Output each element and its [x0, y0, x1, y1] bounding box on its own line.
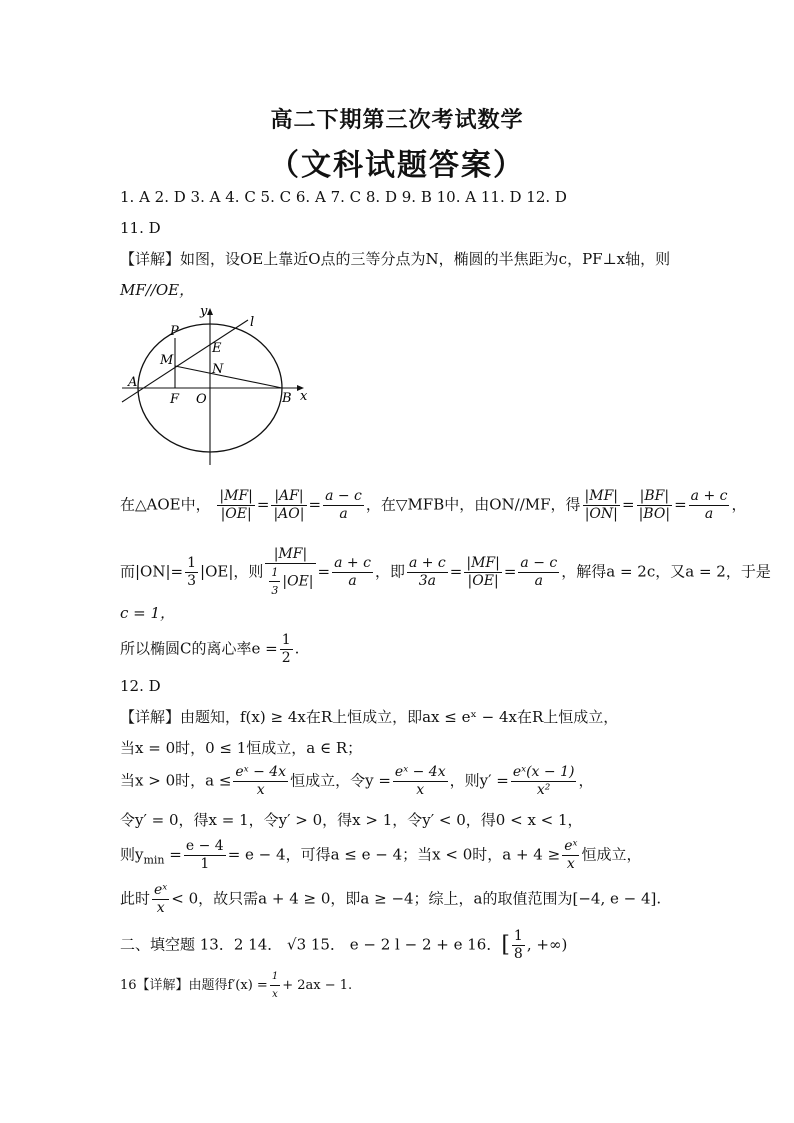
- q11-eccentricity: 所以椭圆C的离心率e = $\frac{1}{2}$ .: [120, 632, 300, 666]
- fraction: $\frac{\text{eˣ − 4x}}{x}$: [394, 764, 446, 798]
- text-segment: ，解得a = 2c，又a = 2，于是: [561, 562, 771, 581]
- q11-on-line: 而|ON|= $\frac{1}{3}$ |OE|，则 |MF| $\frac{1}{3}$ |OE| = $\frac{a + c}{a}$ ，即 $\frac{a + c}{3a}$ = $\frac{|MF|}{|OE|}$ = $\frac{a - c}{a}$ ，解得a = 2c，又a = 2，于是: [120, 546, 771, 597]
- bracket-open: [: [501, 932, 510, 958]
- text-segment: 所以椭圆C的离心率e =: [120, 639, 278, 658]
- page-title: 高二下期第三次考试数学: [270, 107, 524, 133]
- text-segment: 恒成立，: [581, 845, 642, 864]
- fraction: $\frac{1}{2}$: [281, 632, 291, 666]
- label-a: A: [128, 375, 138, 390]
- text-segment: =: [164, 845, 182, 864]
- label-m: M: [160, 353, 174, 368]
- text-segment: , +∞): [526, 935, 568, 954]
- text-segment: 在△AOE中，: [120, 495, 211, 514]
- fraction: $\frac{1}{x}$: [270, 968, 280, 1003]
- label-y: y: [200, 304, 208, 319]
- fraction: $\frac{a + c}{a}$: [334, 555, 371, 589]
- text-segment: 而|ON|=: [120, 562, 184, 581]
- q12-line6: [120, 882, 661, 917]
- text-segment: ，即: [374, 562, 405, 581]
- fraction: $\frac{a - c}{a}$: [325, 488, 362, 522]
- q16-detail: [120, 968, 352, 1003]
- text-segment: < 0，故只需a + 4 ≥ 0，即a ≥ −4；综上，a的取值范围为[−4, e − 4].: [171, 889, 662, 908]
- label-l: l: [250, 315, 255, 330]
- line-l: [122, 320, 248, 402]
- fraction: $\frac{a + c}{3a}$: [408, 555, 446, 589]
- q12-line5: [120, 838, 641, 873]
- text-segment: 此时: [120, 889, 151, 908]
- segment-mb: [175, 366, 282, 388]
- q12-line3: 当x > 0时，a ≤ $\frac{\text{eˣ − 4x}}{x}$ 恒成立，令y = $\frac{\text{eˣ − 4x}}{x}$ ，则y′ = $\frac{\text{eˣ(x − 1)}}{\text{x²}}$ ，: [120, 764, 594, 798]
- q11-detail-line2: MF//OE，: [120, 281, 195, 299]
- q11-triangle-line: 在△AOE中， $\frac{|MF|}{|OE|}$ = $\frac{|AF|}{|AO|}$ = $\frac{a - c}{a}$ ，在▽MFB中，由ON//MF，得 $\frac{|MF|}{|ON|}$ = $\frac{|BF|}{|BO|}$ = $\frac{a + c}{a}$ ，: [120, 488, 747, 522]
- q12-line2: 当x = 0时，0 ≤ 1恒成立，a ∈ R；: [120, 739, 363, 757]
- fraction: $\frac{\text{eˣ}}{x}$: [154, 882, 168, 916]
- fraction: $\frac{\text{eˣ}}{x}$: [564, 838, 578, 872]
- fraction: $\frac{\text{eˣ − 4x}}{x}$: [235, 764, 287, 798]
- fraction: $\frac{e - 4}{1}$: [185, 838, 224, 872]
- fraction: $\frac{|AF|}{|AO|}$: [273, 488, 305, 522]
- choice-answers: 1. A 2. D 3. A 4. C 5. C 6. A 7. C 8. D 9. B 10. A 11. D 12. D: [120, 188, 567, 206]
- q11-label: 11. D: [120, 219, 161, 237]
- q12-line4: 令y′ = 0，得x = 1，令y′ > 0，得x > 1，令y′ < 0，得0 < x < 1，: [120, 811, 583, 829]
- label-o: O: [196, 392, 207, 407]
- fraction: $\frac{\text{eˣ(x − 1)}}{\text{x²}}$: [512, 764, 575, 798]
- text-segment: |OE|，则: [200, 562, 264, 581]
- q12-line1: 【详解】由题知，f(x) ≥ 4x在R上恒成立，即ax ≤ eˣ − 4x在R上恒成立，: [120, 708, 619, 726]
- text-segment: = e − 4，可得a ≤ e − 4；当x < 0时，a + 4 ≥: [227, 845, 561, 864]
- text-segment: + 2ax − 1.: [282, 978, 353, 993]
- fraction: $\frac{a + c}{a}$: [690, 488, 728, 522]
- label-b: B: [282, 391, 292, 406]
- text-segment: 当x > 0时，a ≤: [120, 771, 232, 790]
- fraction: $\frac{|MF|}{|ON|}$: [584, 488, 619, 522]
- label-x: x: [300, 389, 308, 404]
- text-segment: 则y: [120, 845, 144, 864]
- label-p: P: [170, 324, 179, 339]
- text-segment: 恒成立，令y =: [290, 771, 391, 790]
- fraction: $\frac{1}{8}$: [513, 928, 523, 962]
- fraction: $\frac{|MF|}{|OE|}$: [466, 555, 500, 589]
- fraction: $\frac{|MF|}{|OE|}$: [219, 488, 253, 522]
- text-segment: ，在▽MFB中，由ON//MF，得: [365, 495, 581, 514]
- fraction: |MF| $\frac{1}{3}$ |OE|: [265, 546, 315, 599]
- label-n: N: [212, 362, 224, 377]
- label-f: F: [170, 392, 180, 407]
- page-subtitle: （文科试题答案）: [269, 148, 525, 183]
- q11-detail-line1: 【详解】如图，设OE上靠近O点的三等分点为N，椭圆的半焦距为c，PF⊥x轴，则: [120, 250, 671, 268]
- q11-c-value: c = 1，: [120, 604, 176, 622]
- text-segment: 二、填空题 13．2 14． √3 15． e − 2 l − 2 + e 16．: [120, 935, 502, 954]
- fraction: $\frac{a - c}{a}$: [520, 555, 558, 589]
- ellipse-figure: [118, 300, 318, 470]
- fill-in-answers: [120, 928, 567, 963]
- subscript: min: [143, 853, 165, 867]
- fraction: $\frac{|BF|}{|BO|}$: [638, 488, 671, 522]
- text-segment: ，则y′ =: [449, 771, 509, 790]
- q12-label: 12. D: [120, 677, 161, 695]
- label-e: E: [212, 341, 222, 356]
- y-axis-arrow: [207, 308, 213, 315]
- text-segment: 16【详解】由题得f′(x) =: [120, 978, 268, 993]
- fraction: $\frac{1}{3}$: [187, 555, 197, 589]
